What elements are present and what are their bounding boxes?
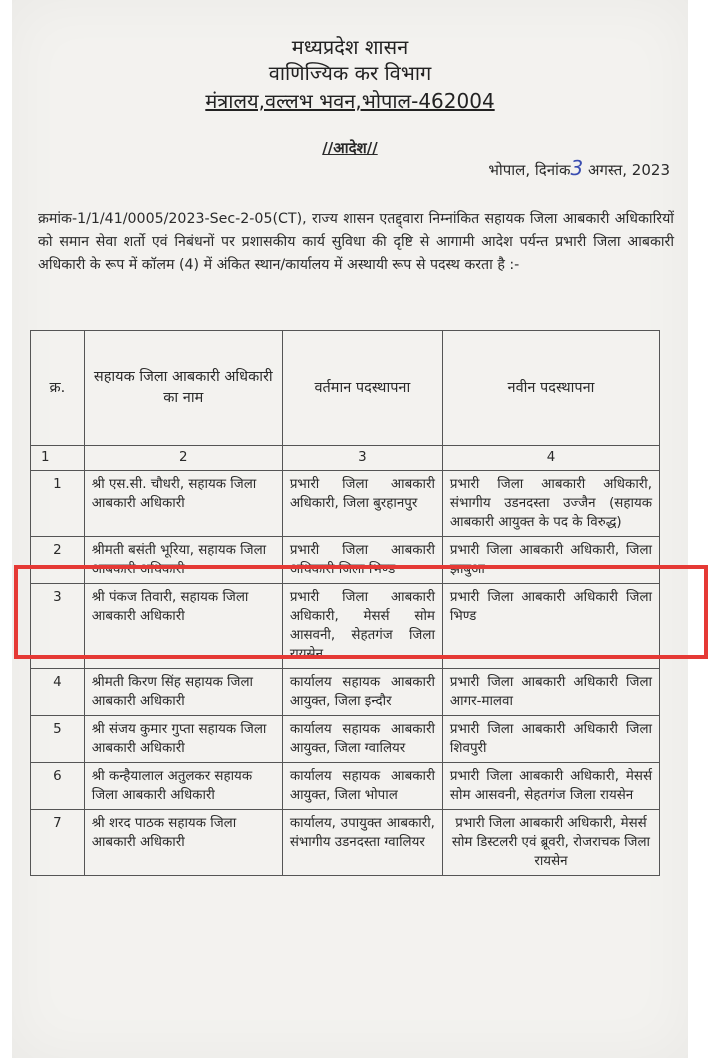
row-officer-name: श्री एस.सी. चौधरी, सहायक जिला आबकारी अधिकारी [84, 471, 282, 537]
header-state-government: मध्यप्रदेश शासन [291, 35, 409, 59]
header-current-posting: वर्तमान पदस्थापना [282, 331, 442, 446]
row-new-posting: प्रभारी जिला आबकारी अधिकारी, संभागीय उडनदस्ता उज्जैन (सहायक आबकारी आयुक्त के पद के विरुद्ध) [442, 471, 659, 537]
table-row [31, 810, 660, 876]
column-number: 4 [442, 446, 659, 471]
row-officer-name: श्री संजय कुमार गुप्ता सहायक जिला आबकारी अधिकारी [84, 716, 282, 763]
table-row [31, 669, 660, 716]
row-current-posting: कार्यालय, उपायुक्त आबकारी, संभागीय उडनदस्ता ग्वालियर [282, 810, 442, 876]
row-officer-name: श्री कन्हैयालाल अतुलकर सहायक जिला आबकारी अधिकारी [84, 763, 282, 810]
row-officer-name: श्री शरद पाठक सहायक जिला आबकारी अधिकारी [84, 810, 282, 876]
row-new-posting: प्रभारी जिला आबकारी अधिकारी जिला आगर-मालवा [442, 669, 659, 716]
table-header-row [31, 331, 660, 446]
row-serial: 6 [31, 763, 85, 810]
header-serial: क्र. [31, 331, 85, 446]
row-new-posting: प्रभारी जिला आबकारी अधिकारी, मेसर्स सोम आसवनी, सेहतगंज जिला रायसेन [442, 763, 659, 810]
row-officer-name: श्रीमती बसंती भूरिया, सहायक जिला आबकारी अधिकारी [84, 537, 282, 584]
header-officer-name: सहायक जिला आबकारी अधिकारी का नाम [84, 331, 282, 446]
column-number: 3 [282, 446, 442, 471]
header-department: वाणिज्यिक कर विभाग [268, 61, 432, 85]
date-prefix: भोपाल, दिनांक [488, 161, 571, 179]
row-serial: 4 [31, 669, 85, 716]
table-row [31, 471, 660, 537]
table-row [31, 537, 660, 584]
row-current-posting: कार्यालय सहायक आबकारी आयुक्त, जिला इन्दौर [282, 669, 442, 716]
column-number-row [31, 446, 660, 471]
row-serial: 2 [31, 537, 85, 584]
row-new-posting: प्रभारी जिला आबकारी अधिकारी, मेसर्स सोम डिस्टलरी एवं ब्रूवरी, रोजराचक जिला रायसेन [442, 810, 659, 876]
table-row [31, 584, 660, 669]
row-current-posting: प्रभारी जिला आबकारी अधिकारी जिला भिण्ड [282, 537, 442, 584]
row-current-posting: कार्यालय सहायक आबकारी आयुक्त, जिला ग्वालियर [282, 716, 442, 763]
table-row [31, 716, 660, 763]
row-serial: 5 [31, 716, 85, 763]
posting-table [30, 330, 660, 876]
column-number: 1 [31, 446, 85, 471]
row-new-posting: प्रभारी जिला आबकारी अधिकारी जिला भिण्ड [442, 584, 659, 669]
row-current-posting: प्रभारी जिला आबकारी अधिकारी, जिला बुरहानपुर [282, 471, 442, 537]
row-new-posting: प्रभारी जिला आबकारी अधिकारी, जिला झाबुआ [442, 537, 659, 584]
order-paragraph: क्रमांक-1/1/41/0005/2023-Sec-2-05(CT), राज्य शासन एतद्द्वारा निम्नांकित सहायक जिला आबकारी अधिकारियों को समान सेवा शर्तो एवं निबंधनों पर प्रशासकीय कार्य सुविधा की दृष्टि से आगामी आदेश पर्यन्त प्रभारी जिला आबकारी अधिकारी के रूप में कॉलम (4) में अंकित स्थान/कार्यालय में अस्थायी रूप से पदस्थ करता है :- [38, 211, 674, 273]
row-serial: 7 [31, 810, 85, 876]
row-current-posting: कार्यालय सहायक आबकारी आयुक्त, जिला भोपाल [282, 763, 442, 810]
order-title: //आदेश// [322, 139, 378, 157]
column-number: 2 [84, 446, 282, 471]
date-suffix: अगस्त, 2023 [587, 161, 670, 179]
row-current-posting: प्रभारी जिला आबकारी अधिकारी, मेसर्स सोम आसवनी, सेहतगंज जिला रायसेन [282, 584, 442, 669]
row-officer-name: श्री पंकज तिवारी, सहायक जिला आबकारी अधिकारी [84, 584, 282, 669]
row-serial: 3 [31, 584, 85, 669]
date-day: 3 [570, 156, 584, 180]
header-address: मंत्रालय,वल्लभ भवन,भोपाल-462004 [205, 89, 495, 113]
table-row [31, 763, 660, 810]
row-officer-name: श्रीमती किरण सिंह सहायक जिला आबकारी अधिकारी [84, 669, 282, 716]
row-serial: 1 [31, 471, 85, 537]
order-date [488, 156, 670, 180]
row-new-posting: प्रभारी जिला आबकारी अधिकारी जिला शिवपुरी [442, 716, 659, 763]
header-new-posting: नवीन पदस्थापना [442, 331, 659, 446]
